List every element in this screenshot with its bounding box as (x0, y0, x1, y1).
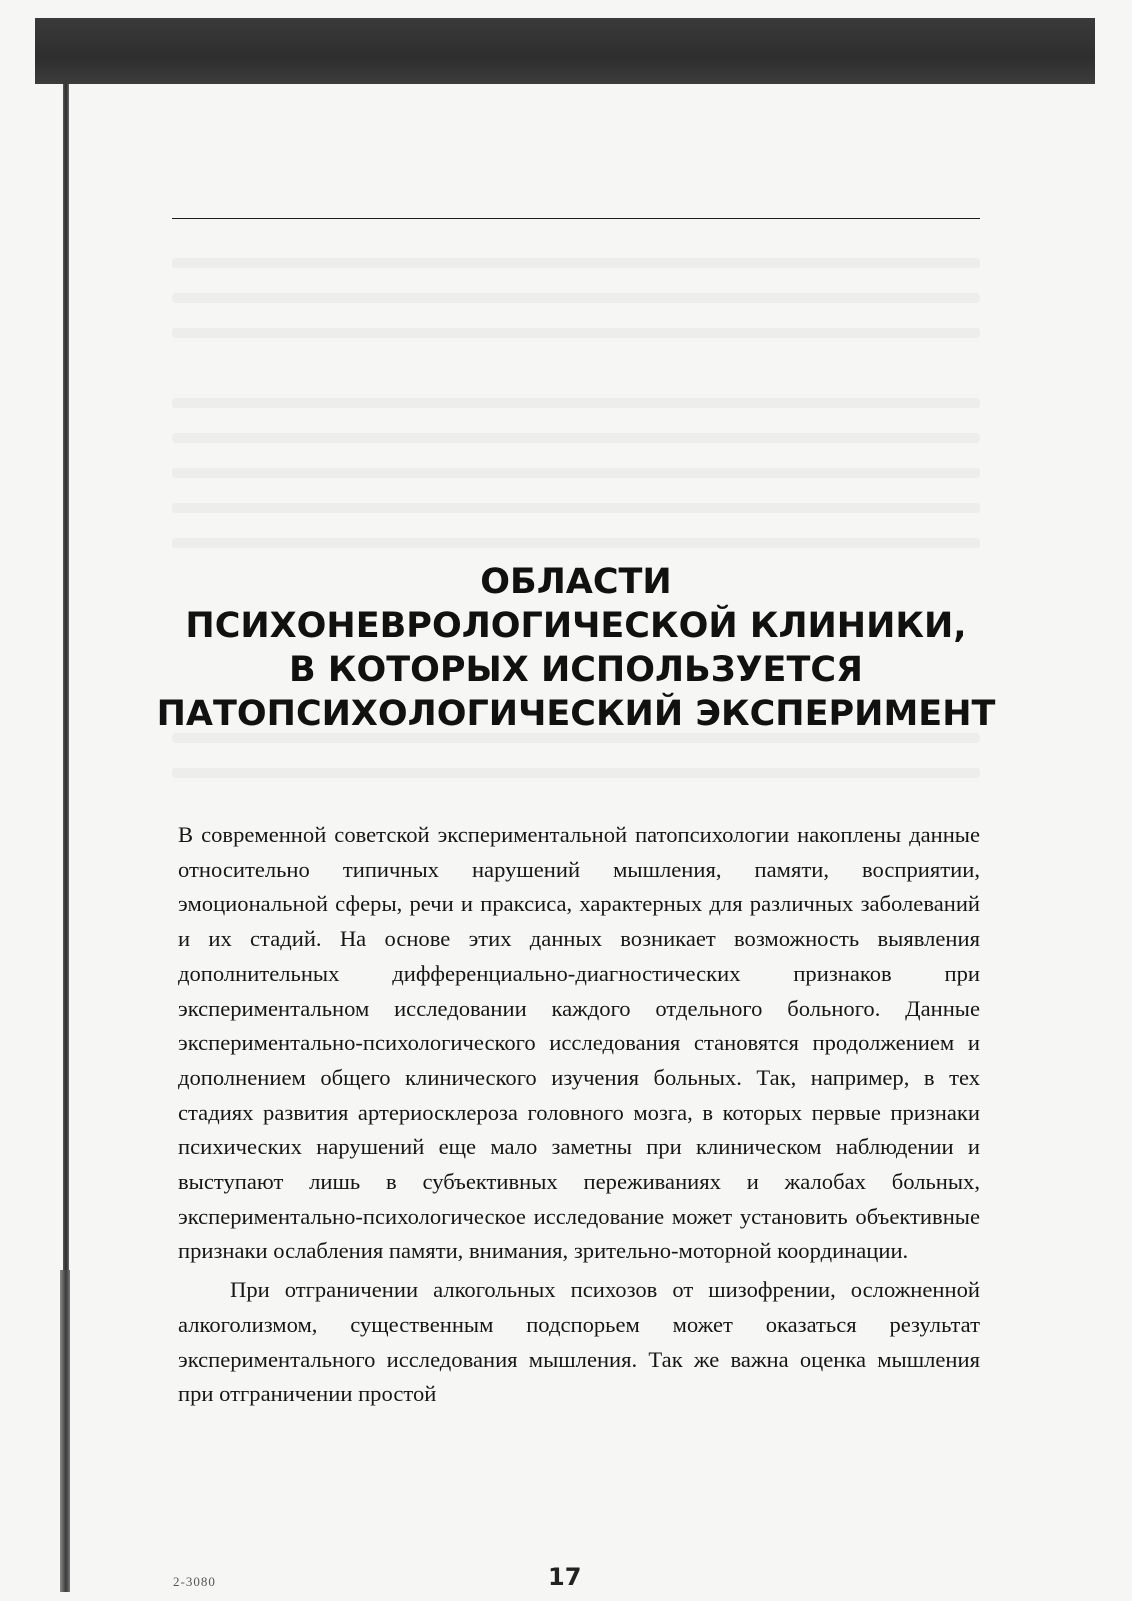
bleed-through-line (172, 258, 980, 268)
paragraph: При отграничении алкогольных психозов от шизофрении, осложненной алкоголизмом, существенным подспорьем может оказаться результат экспериментального исследования мышления. Так же важна оценка мышления при отграничении простой (178, 1277, 980, 1407)
bleed-through-line (172, 468, 980, 478)
chapter-title-line: ПАТОПСИХОЛОГИЧЕСКИЙ ЭКСПЕРИМЕНТ (156, 694, 996, 734)
chapter-title-line: В КОТОРЫХ ИСПОЛЬЗУЕТСЯ (289, 650, 863, 690)
chapter-title-line: ОБЛАСТИ (480, 562, 672, 602)
chapter-title-line: ПСИХОНЕВРОЛОГИЧЕСКОЙ КЛИНИКИ, (185, 606, 967, 646)
body-text (178, 818, 980, 1412)
bleed-through-line (172, 503, 980, 513)
header-rule (172, 218, 980, 219)
bleed-through-line (172, 398, 980, 408)
bleed-through-line (172, 328, 980, 338)
scan-left-edge-shadow (60, 1270, 70, 1592)
page-number: 17 (548, 1563, 582, 1591)
bleed-through-line (172, 433, 980, 443)
paragraph: В современной советской экспериментальной патопсихологии накоплены данные относительно типичных нарушений мышления, памяти, восприятии, эмоциональной сферы, речи и праксиса, характерных для различных заболеваний и их стадий. На основе этих данных возникает возможность выявления дополнительных дифференциально-диагностических признаков при экспериментальном исследовании каждого отдельного больного. Данные экспериментально-психологического исследования становятся продолжением и дополнением общего клинического изучения больных. Так, например, в тех стадиях развития артериосклероза головного мозга, в которых первые признаки психических нарушений еще мало заметны при клиническом наблюдении и выступают лишь в субъективных переживаниях и жалобах больных, экспериментально-психологическое исследование может установить объективные признаки ослабления памяти, внимания, зрительно-моторной координации. (178, 822, 980, 1264)
printer-signature: 2-3080 (173, 1574, 216, 1589)
chapter-title (150, 560, 1002, 736)
bleed-through-line (172, 538, 980, 548)
scan-top-dark-band (35, 18, 1095, 84)
bleed-through-line (172, 768, 980, 778)
bleed-through-line (172, 293, 980, 303)
